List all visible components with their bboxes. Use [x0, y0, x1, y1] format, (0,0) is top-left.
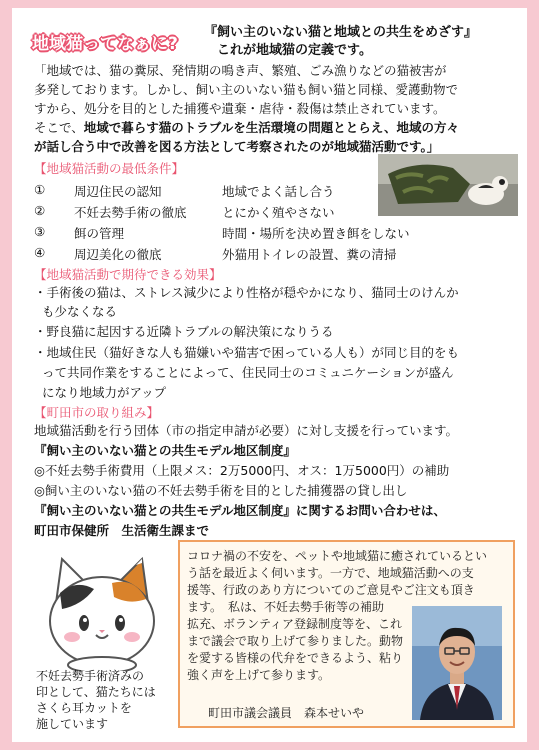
effect-line: ・手術後の猫は、ストレス減少により性格が穏やかになり、猫同士のけんか — [34, 285, 459, 300]
condition-label: 不妊去勢手術の徹底 — [74, 205, 187, 220]
condition-label: 餌の管理 — [74, 226, 125, 241]
inquiry-line: 町田市保健所 生活衛生課まで — [34, 523, 210, 538]
message-line: ます。 私は、不妊去勢手術等の補助 — [187, 600, 385, 614]
effect-line: ・地域住民（猫好きな人も猫嫌いや猫害で困っている人も）が同じ目的をも — [34, 345, 460, 360]
condition-desc: とにかく殖やさない — [222, 205, 335, 220]
cat-illustration — [42, 553, 162, 671]
intro-bold-line: が話し合う中で改善を図る方法として考察されたのが地域猫活動です。」 — [34, 139, 440, 154]
cat-photo-image — [378, 154, 518, 216]
intro-prefix: そこで、 — [34, 120, 84, 135]
cat-face-icon — [42, 553, 162, 671]
message-line: 強く声を上げて参ります。 — [187, 668, 331, 682]
section-title-conditions: 【地域猫活動の最低条件】 — [34, 161, 185, 176]
caption-line: 施しています — [36, 717, 109, 731]
condition-num: ④ — [34, 245, 46, 260]
program-name: 『飼い主のいない猫との共生モデル地区制度』 — [34, 443, 296, 458]
condition-num: ② — [34, 203, 46, 218]
section-title-effects: 【地域猫活動で期待できる効果】 — [34, 267, 222, 282]
portrait-photo — [412, 606, 502, 720]
cat-photo — [378, 154, 518, 216]
effect-line: ・野良猫に起因する近隣トラブルの解決策になりうる — [34, 324, 334, 339]
intro-bold: 地域で暮らす猫のトラブルを生活環境の問題ととらえ、地域の方々 — [83, 120, 460, 135]
program-item: ◎不妊去勢手術費用（上限メス：2万5000円、オス：1万5000円）の補助 — [34, 463, 450, 478]
message-line: を愛する皆様の代弁をできるよう、粘り — [187, 651, 404, 665]
flyer-page — [12, 8, 527, 742]
condition-label: 周辺住民の認知 — [74, 184, 162, 199]
message-line: まで議会で取り上げて参りました。動物 — [187, 634, 404, 648]
condition-desc: 時間・場所を決め置き餌をしない — [222, 226, 410, 241]
caption-line: さくら耳カットを — [36, 701, 132, 715]
effect-line: も少なくなる — [42, 304, 118, 319]
caption-line: 不妊去勢手術済みの — [36, 669, 145, 683]
definition: これが地域猫の定義です。 — [217, 43, 372, 58]
effect-line: って共同作業をすることによって、住民同士のコミュニケーションが盛ん — [42, 365, 454, 380]
inquiry-line: 『飼い主のいない猫との共生モデル地区制度』に関するお問い合わせは、 — [34, 503, 446, 518]
condition-num: ③ — [34, 224, 46, 239]
heading: 地域猫ってなぁに? — [32, 34, 178, 54]
program-item: ◎飼い主のいない猫の不妊去勢手術を目的とした捕獲器の貸し出し — [34, 483, 408, 498]
message-line: う話を最近よく伺います。一方で、地域猫活動への支 — [187, 566, 474, 580]
intro-line — [34, 119, 459, 137]
intro-line: すから、処分を目的とした捕獲や遺棄・虐待・殺傷は禁止されています。 — [34, 101, 446, 116]
intro-line: 「地域では、猫の糞尿、発情期の鳴き声、繁殖、ごみ漁りなどの猫被害が — [34, 63, 447, 78]
condition-desc: 地域でよく話し合う — [222, 184, 335, 199]
intro-line: 多発しております。しかし、飼い主のいない猫も飼い猫と同様、愛護動物で — [34, 82, 459, 97]
caption-line: 印として、猫たちには — [36, 685, 156, 699]
condition-desc: 外猫用トイレの設置、糞の清掃 — [222, 247, 397, 262]
message-line: コロナ禍の不安を、ペットや地域猫に癒されているとい — [187, 549, 488, 563]
section-title-machida: 【町田市の取り組み】 — [34, 405, 160, 420]
slogan: 『飼い主のいない猫と地域との共生をめざす』 — [204, 25, 478, 40]
message-line: 援等、行政のあり方についてのご意見やご注文も頂き — [187, 583, 475, 597]
support-text: 地域猫活動を行う団体（市の指定申請が必要）に対し支援を行っています。 — [34, 423, 459, 438]
portrait-image — [412, 606, 502, 720]
message-line: 拡充、ボランティア登録制度等を、これ — [187, 617, 403, 631]
signature: 町田市議会議員 森本せいや — [208, 706, 365, 720]
condition-label: 周辺美化の徹底 — [74, 247, 162, 262]
condition-num: ① — [34, 182, 46, 197]
effect-line: になり地域力がアップ — [42, 385, 167, 400]
